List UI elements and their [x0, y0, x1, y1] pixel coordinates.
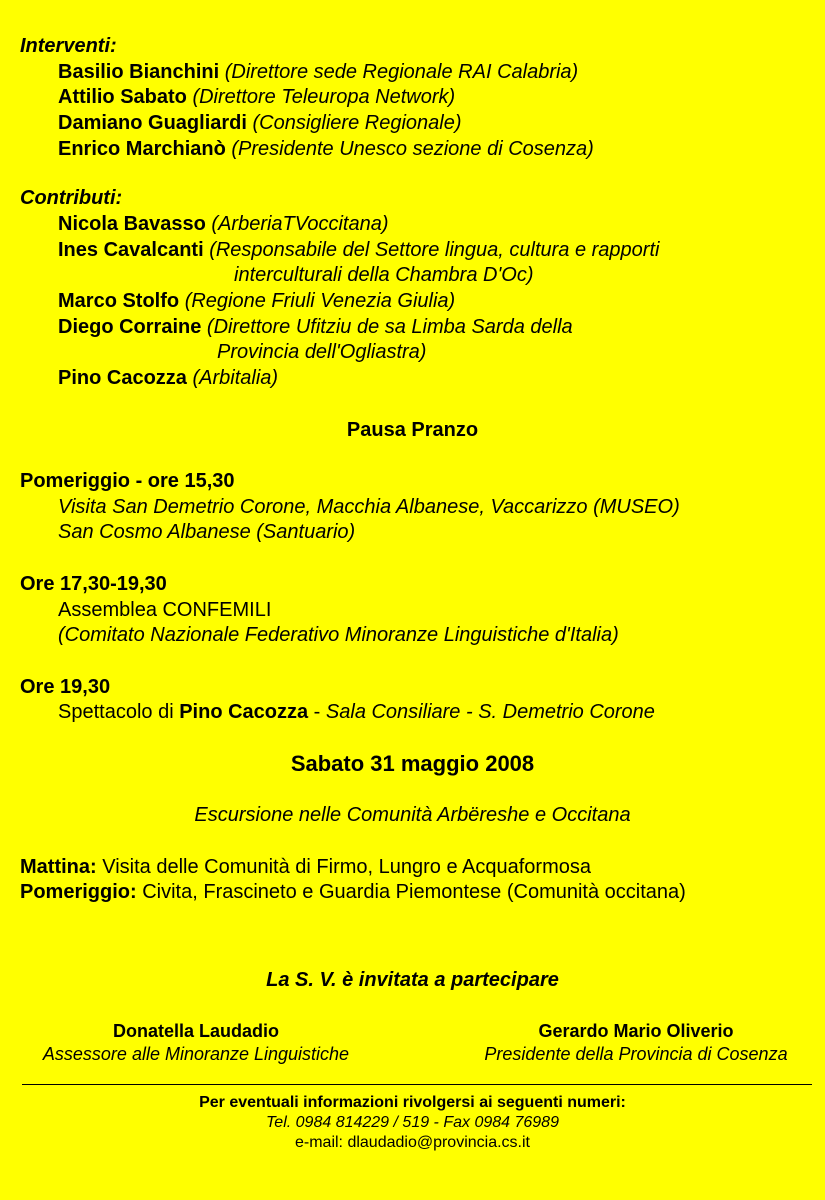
assemblea-line: Assemblea CONFEMILI [58, 599, 272, 621]
pomeriggio-text: Civita, Frascineto e Guardia Piemontese (Comunità occitana) [136, 881, 686, 903]
ore-1930-heading: Ore 19,30 [20, 676, 111, 698]
speaker-role: (Arbitalia) [192, 367, 279, 389]
venue: Sala Consiliare - S. Demetrio Corone [325, 701, 655, 723]
footer-heading: Per eventuali informazioni rivolgersi ai seguenti numeri: [199, 1094, 626, 1111]
speaker-role: (Consigliere Regionale) [252, 112, 462, 134]
divider [22, 1084, 812, 1085]
speaker-name: Attilio Sabato [58, 86, 187, 108]
footer-phone: Tel. 0984 814229 / 519 - Fax 0984 76989 [266, 1114, 559, 1131]
signature-role-left: Assessore alle Minoranze Linguistiche [42, 1044, 350, 1064]
pomeriggio-line: San Cosmo Albanese (Santuario) [58, 521, 356, 543]
mattina-line [20, 855, 591, 879]
spettacolo-line [58, 700, 655, 724]
speaker-name: Pino Cacozza [58, 367, 187, 389]
contributi-item [58, 315, 573, 339]
separator: - [308, 701, 326, 723]
mattina-label: Mattina: [20, 856, 97, 878]
pomeriggio-label: Pomeriggio: [20, 881, 137, 903]
contributi-item [58, 212, 389, 236]
contributi-item [58, 289, 455, 313]
speaker-name: Nicola Bavasso [58, 213, 206, 235]
speaker-role: (Responsabile del Settore lingua, cultura e rapporti [209, 239, 660, 261]
sabato-heading: Sabato 31 maggio 2008 [290, 751, 535, 776]
interventi-item [58, 60, 578, 84]
speaker-name: Ines Cavalcanti [58, 239, 204, 261]
spettacolo-prefix: Spettacolo di [58, 701, 180, 723]
signature-role-right: Presidente della Provincia di Cosenza [484, 1044, 788, 1064]
interventi-item [58, 111, 462, 135]
speaker-role: (Presidente Unesco sezione di Cosenza) [231, 138, 594, 160]
speaker-role: (Direttore Teleuropa Network) [192, 86, 456, 108]
speaker-role-continued: Provincia dell'Ogliastra) [217, 341, 427, 363]
pomeriggio-heading: Pomeriggio - ore 15,30 [20, 470, 235, 492]
assemblea-description: (Comitato Nazionale Federativo Minoranze Linguistiche d'Italia) [58, 624, 619, 646]
signature-name-right: Gerardo Mario Oliverio [538, 1021, 734, 1041]
performer-name: Pino Cacozza [179, 701, 309, 723]
pausa-pranzo: Pausa Pranzo [346, 419, 479, 441]
contributi-item [58, 238, 659, 262]
speaker-role-continued: interculturali della Chambra D'Oc) [234, 264, 534, 286]
escursione-subtitle: Escursione nelle Comunità Arbëreshe e Occitana [194, 804, 631, 826]
ore-1730-heading: Ore 17,30-19,30 [20, 573, 167, 595]
speaker-name: Basilio Bianchini [58, 61, 220, 83]
pomeriggio-sabato-line [20, 880, 686, 904]
contributi-heading: Contributi: [20, 187, 123, 209]
speaker-role: (Regione Friuli Venezia Giulia) [184, 290, 456, 312]
mattina-text: Visita delle Comunità di Firmo, Lungro e Acquaformosa [96, 856, 591, 878]
speaker-name: Damiano Guagliardi [58, 112, 247, 134]
speaker-name: Marco Stolfo [58, 290, 180, 312]
speaker-role: (Direttore sede Regionale RAI Calabria) [224, 61, 579, 83]
footer-email: e-mail: dlaudadio@provincia.cs.it [294, 1134, 530, 1151]
speaker-name: Enrico Marchianò [58, 138, 226, 160]
speaker-role: (ArberiaTVoccitana) [211, 213, 389, 235]
speaker-role: (Direttore Ufitziu de sa Limba Sarda della [206, 316, 573, 338]
pomeriggio-line: Visita San Demetrio Corone, Macchia Albanese, Vaccarizzo (MUSEO) [58, 496, 680, 518]
interventi-item [58, 137, 594, 161]
contributi-item [58, 366, 278, 390]
invitation-text: La S. V. è invitata a partecipare [266, 969, 559, 991]
signature-name-left: Donatella Laudadio [112, 1021, 280, 1041]
interventi-item [58, 85, 455, 109]
interventi-heading: Interventi: [20, 35, 117, 57]
speaker-name: Diego Corraine [58, 316, 202, 338]
